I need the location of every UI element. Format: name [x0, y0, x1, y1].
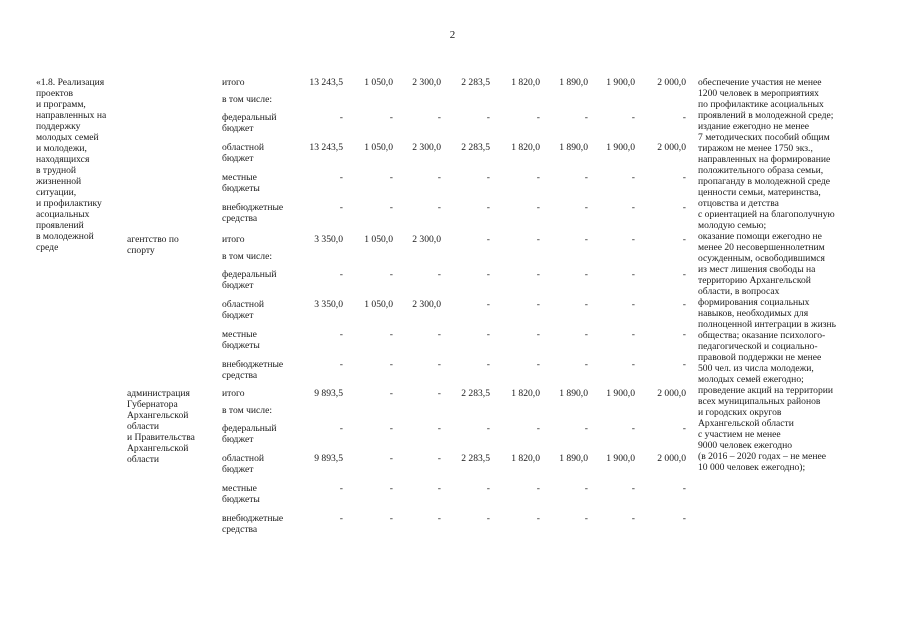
funding-value-cell: -	[389, 269, 393, 280]
funding-value-cell: -	[536, 329, 540, 340]
funding-source-label: в том числе:	[222, 405, 273, 416]
funding-value-cell: -	[339, 359, 343, 370]
funding-value-cell: 1 050,0	[364, 299, 393, 310]
funding-value-cell: 2 283,5	[461, 453, 490, 464]
funding-value-cell: -	[584, 202, 588, 213]
funding-value-cell: -	[437, 483, 441, 494]
funding-value-cell: -	[437, 388, 441, 399]
funding-value-cell: 13 243,5	[309, 142, 343, 153]
funding-value-cell: -	[584, 234, 588, 245]
funding-value-cell: -	[437, 202, 441, 213]
funding-source-label: местные бюджеты	[222, 483, 260, 505]
funding-value-cell: -	[389, 329, 393, 340]
funding-value-cell: 2 283,5	[461, 77, 490, 88]
funding-value-cell: 9 893,5	[314, 453, 343, 464]
funding-source-label: итого	[222, 77, 245, 88]
funding-value-cell: -	[584, 112, 588, 123]
funding-value-cell: 1 050,0	[364, 77, 393, 88]
funding-value-cell: 2 283,5	[461, 388, 490, 399]
funding-value-cell: 1 820,0	[511, 77, 540, 88]
funding-value-cell: -	[389, 513, 393, 524]
funding-value-cell: -	[437, 112, 441, 123]
funding-value-cell: -	[631, 269, 635, 280]
funding-source-label: внебюджетные средства	[222, 513, 284, 535]
funding-value-cell: -	[536, 483, 540, 494]
funding-value-cell: -	[389, 423, 393, 434]
funding-value-cell: -	[389, 453, 393, 464]
funding-value-cell: 2 000,0	[657, 388, 686, 399]
funding-value-cell: 2 000,0	[657, 453, 686, 464]
funding-value-cell: -	[389, 388, 393, 399]
funding-value-cell: -	[389, 359, 393, 370]
funding-value-cell: -	[584, 483, 588, 494]
funding-value-cell: 1 900,0	[606, 388, 635, 399]
funding-value-cell: 2 300,0	[412, 142, 441, 153]
funding-source-label: местные бюджеты	[222, 172, 260, 194]
funding-value-cell: 1 890,0	[559, 142, 588, 153]
funding-value-cell: -	[437, 423, 441, 434]
funding-value-cell: -	[339, 112, 343, 123]
funding-value-cell: 3 350,0	[314, 299, 343, 310]
funding-value-cell: -	[486, 269, 490, 280]
funding-value-cell: 1 820,0	[511, 388, 540, 399]
funding-value-cell: -	[486, 359, 490, 370]
funding-source-label: в том числе:	[222, 94, 273, 105]
funding-value-cell: -	[437, 453, 441, 464]
funding-value-cell: 1 050,0	[364, 142, 393, 153]
funding-value-cell: -	[584, 423, 588, 434]
funding-value-cell: 1 820,0	[511, 453, 540, 464]
funding-value-cell: -	[486, 423, 490, 434]
funding-value-cell: -	[389, 172, 393, 183]
funding-value-cell: -	[339, 329, 343, 340]
funding-value-cell: -	[682, 234, 686, 245]
funding-value-cell: 3 350,0	[314, 234, 343, 245]
executor-governor-administration: администрация Губернатора Архангельской области и Правительства Архангельской области	[127, 388, 195, 465]
expected-results-cell: обеспечение участия не менее 1200 человек в мероприятиях по профилактике асоциальных проявлений в молодежной среде; издание ежегодно не менее 7 методических пособий общим тиражом не менее 1750 экз., направленных на формирование положительного образа семьи, пропаганду в молодежной среде ценности семьи, материнства, отцовства и детства с ориентацией на благополучную молодую семью; оказание помощи ежегодно не менее 20 несовершеннолетним осужденным, освободившимся из мест лишения свободы на территорию Архангельской области, в вопросах формирования социальных навыков, необходимых для полноценной интеграции в жизнь общества; оказание психолого- педагогической и социально- правовой поддержки не менее 500 чел. из числа молодежи, молодых семей ежегодно; проведение акций на территории всех муниципальных районов и городских округов Архангельской области с участием не менее 9000 человек ежегодно (в 2016 – 2020 годах – не менее 10 000 человек ежегодно);	[698, 77, 837, 473]
funding-value-cell: -	[682, 423, 686, 434]
funding-value-cell: -	[437, 513, 441, 524]
funding-value-cell: -	[682, 202, 686, 213]
funding-source-label: федеральный бюджет	[222, 112, 277, 134]
funding-value-cell: -	[437, 269, 441, 280]
funding-value-cell: 1 050,0	[364, 234, 393, 245]
funding-value-cell: -	[486, 172, 490, 183]
funding-value-cell: -	[389, 202, 393, 213]
funding-value-cell: -	[682, 483, 686, 494]
funding-value-cell: -	[486, 112, 490, 123]
funding-source-label: внебюджетные средства	[222, 359, 284, 381]
funding-value-cell: -	[339, 513, 343, 524]
funding-value-cell: -	[339, 423, 343, 434]
funding-value-cell: -	[536, 359, 540, 370]
funding-value-cell: -	[437, 172, 441, 183]
funding-source-label: местные бюджеты	[222, 329, 260, 351]
funding-value-cell: -	[437, 329, 441, 340]
funding-value-cell: -	[536, 423, 540, 434]
funding-value-cell: -	[631, 359, 635, 370]
funding-value-cell: 2 300,0	[412, 299, 441, 310]
funding-value-cell: -	[486, 202, 490, 213]
funding-value-cell: 1 890,0	[559, 453, 588, 464]
funding-value-cell: -	[339, 483, 343, 494]
funding-source-label: в том числе:	[222, 251, 273, 262]
funding-value-cell: -	[631, 112, 635, 123]
funding-value-cell: -	[682, 329, 686, 340]
funding-value-cell: -	[486, 513, 490, 524]
funding-value-cell: -	[536, 234, 540, 245]
funding-source-label: внебюджетные средства	[222, 202, 284, 224]
funding-value-cell: -	[682, 299, 686, 310]
funding-value-cell: 1 890,0	[559, 77, 588, 88]
funding-value-cell: -	[536, 299, 540, 310]
funding-value-cell: -	[631, 483, 635, 494]
funding-value-cell: -	[536, 269, 540, 280]
funding-value-cell: -	[536, 112, 540, 123]
funding-value-cell: -	[631, 423, 635, 434]
funding-value-cell: -	[584, 359, 588, 370]
funding-value-cell: 2 300,0	[412, 77, 441, 88]
funding-value-cell: -	[536, 513, 540, 524]
funding-value-cell: -	[437, 359, 441, 370]
funding-value-cell: -	[584, 172, 588, 183]
measure-cell: «1.8. Реализация проектов и программ, направленных на поддержку молодых семей и молодежи, находящихся в трудной жизненной ситуации, и профилактику асоциальных проявлений в молодежной среде	[36, 77, 107, 253]
funding-value-cell: -	[389, 112, 393, 123]
funding-source-label: областной бюджет	[222, 299, 265, 321]
funding-value-cell: -	[682, 172, 686, 183]
funding-value-cell: -	[584, 269, 588, 280]
funding-value-cell: -	[631, 513, 635, 524]
funding-value-cell: 1 890,0	[559, 388, 588, 399]
funding-value-cell: 13 243,5	[309, 77, 343, 88]
funding-source-label: областной бюджет	[222, 453, 265, 475]
funding-value-cell: 1 900,0	[606, 142, 635, 153]
funding-value-cell: -	[389, 483, 393, 494]
funding-value-cell: 2 300,0	[412, 234, 441, 245]
funding-value-cell: 2 283,5	[461, 142, 490, 153]
funding-value-cell: 1 900,0	[606, 77, 635, 88]
funding-value-cell: 2 000,0	[657, 77, 686, 88]
funding-value-cell: -	[486, 329, 490, 340]
funding-source-label: итого	[222, 388, 245, 399]
funding-value-cell: -	[339, 172, 343, 183]
funding-value-cell: 2 000,0	[657, 142, 686, 153]
funding-source-label: федеральный бюджет	[222, 423, 277, 445]
funding-value-cell: -	[584, 299, 588, 310]
funding-source-label: федеральный бюджет	[222, 269, 277, 291]
funding-value-cell: -	[339, 269, 343, 280]
funding-value-cell: -	[339, 202, 343, 213]
funding-value-cell: -	[631, 329, 635, 340]
page-number: 2	[449, 29, 456, 41]
funding-value-cell: -	[631, 234, 635, 245]
funding-source-label: итого	[222, 234, 245, 245]
funding-value-cell: 9 893,5	[314, 388, 343, 399]
funding-value-cell: -	[631, 202, 635, 213]
funding-value-cell: 1 820,0	[511, 142, 540, 153]
funding-value-cell: -	[536, 202, 540, 213]
funding-value-cell: -	[682, 269, 686, 280]
funding-value-cell: -	[682, 112, 686, 123]
funding-value-cell: -	[682, 359, 686, 370]
funding-value-cell: -	[584, 329, 588, 340]
funding-value-cell: -	[536, 172, 540, 183]
funding-value-cell: 1 900,0	[606, 453, 635, 464]
funding-value-cell: -	[584, 513, 588, 524]
funding-value-cell: -	[486, 483, 490, 494]
executor-sport-agency: агентство по спорту	[127, 234, 179, 256]
funding-value-cell: -	[631, 172, 635, 183]
funding-value-cell: -	[486, 299, 490, 310]
funding-value-cell: -	[631, 299, 635, 310]
funding-value-cell: -	[486, 234, 490, 245]
funding-value-cell: -	[682, 513, 686, 524]
funding-source-label: областной бюджет	[222, 142, 265, 164]
